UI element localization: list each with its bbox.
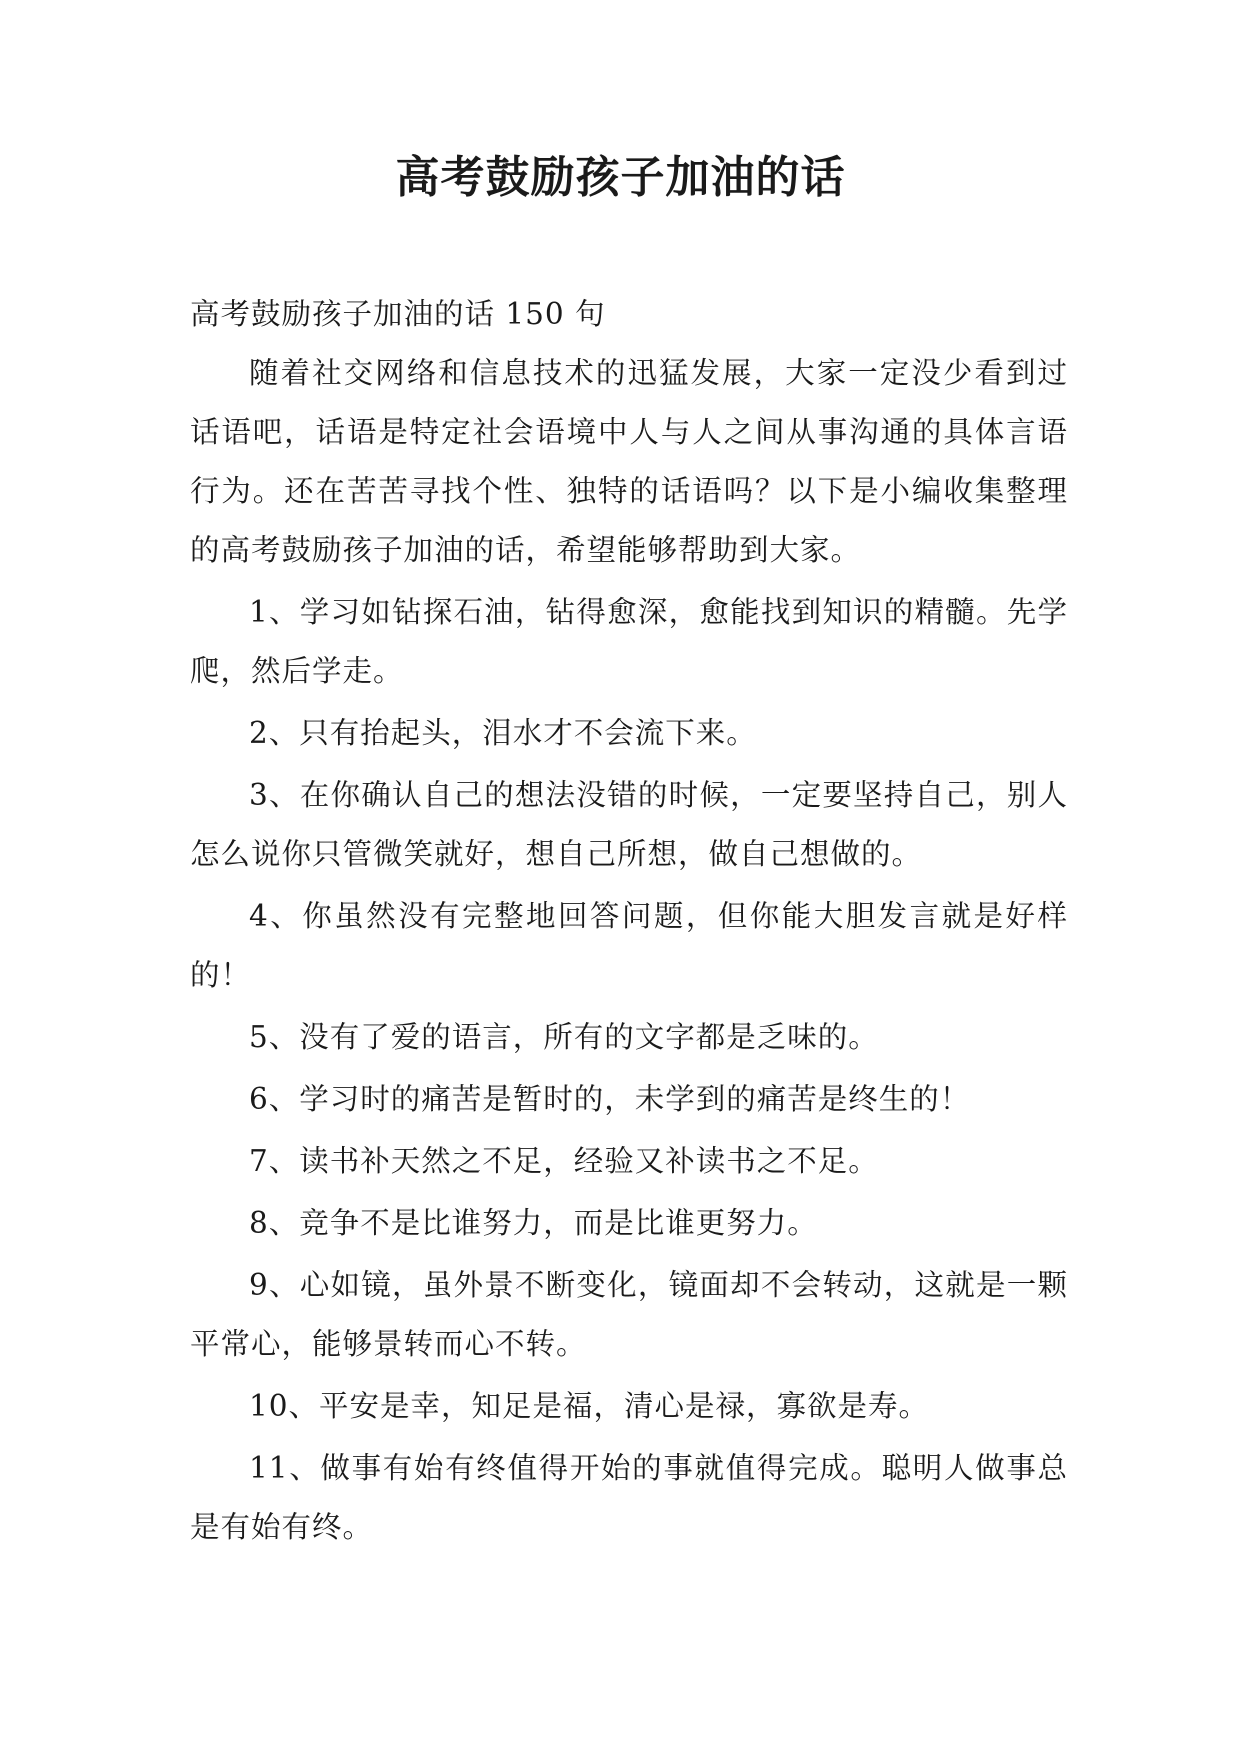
list-item: 11、做事有始有终值得开始的事就值得完成。聪明人做事总是有始有终。 bbox=[190, 1451, 1068, 1544]
document-subtitle: 高考鼓励孩子加油的话 150 句 bbox=[190, 297, 606, 331]
list-item: 7、读书补天然之不足，经验又补读书之不足。 bbox=[249, 1144, 879, 1178]
list-item: 6、学习时的痛苦是暂时的，未学到的痛苦是终生的！ bbox=[249, 1082, 971, 1116]
intro-paragraph: 随着社交网络和信息技术的迅猛发展，大家一定没少看到过话语吧，话语是特定社会语境中人与人之间从事沟通的具体言语行为。还在苦苦寻找个性、独特的话语吗？以下是小编收集整理的高考鼓励孩子加油的话，希望能够帮助到大家。 bbox=[190, 356, 1068, 567]
document-body bbox=[190, 285, 1068, 1557]
list-item: 8、竞争不是比谁努力，而是比谁更努力。 bbox=[249, 1206, 818, 1240]
list-item: 10、平安是幸，知足是福，清心是禄，寡欲是寿。 bbox=[249, 1389, 930, 1423]
list-item: 5、没有了爱的语言，所有的文字都是乏味的。 bbox=[249, 1020, 879, 1054]
list-item: 2、只有抬起头，泪水才不会流下来。 bbox=[249, 716, 757, 750]
list-item: 3、在你确认自己的想法没错的时候，一定要坚持自己，别人怎么说你只管微笑就好，想自己所想，做自己想做的。 bbox=[190, 778, 1068, 871]
list-item: 1、学习如钻探石油，钻得愈深，愈能找到知识的精髓。先学爬，然后学走。 bbox=[190, 595, 1068, 688]
list-item: 4、你虽然没有完整地回答问题，但你能大胆发言就是好样的！ bbox=[190, 899, 1068, 992]
list-item: 9、心如镜，虽外景不断变化，镜面却不会转动，这就是一颗平常心，能够景转而心不转。 bbox=[190, 1268, 1068, 1361]
document-title: 高考鼓励孩子加油的话 bbox=[395, 152, 846, 203]
